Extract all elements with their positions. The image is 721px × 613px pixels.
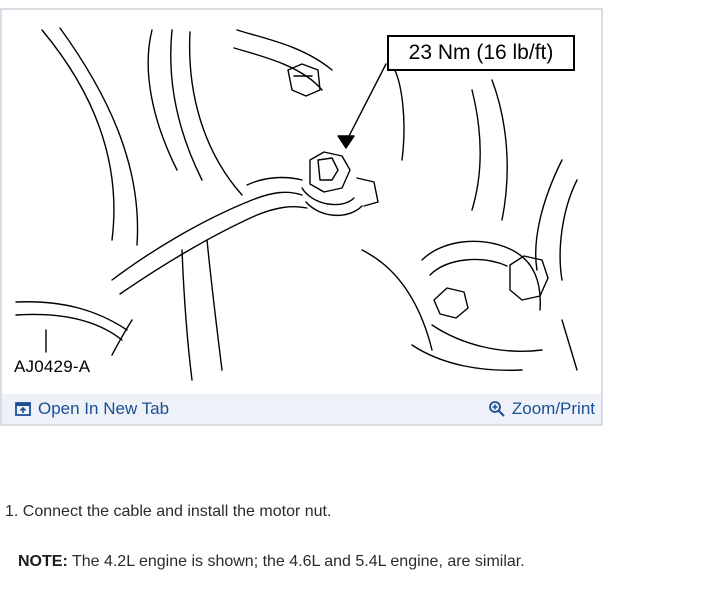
note-body: The 4.2L engine is shown; the 4.6L and 5.4L engine, are similar. [67,553,525,570]
figure-id-label: AJ0429-A [14,357,91,376]
open-new-tab-link[interactable] [14,399,169,419]
open-new-tab-icon [14,400,32,418]
figure-action-bar [2,394,601,424]
torque-spec-callout: 23 Nm (16 lb/ft) [387,35,575,71]
magnifier-plus-icon [488,400,506,418]
step-instruction: 1. Connect the cable and install the motor nut. [5,503,332,520]
zoom-print-link[interactable] [488,399,595,419]
zoom-print-label: Zoom/Print [511,399,595,418]
note-paragraph [18,553,525,571]
figure-card [0,8,603,426]
note-label: NOTE: [18,553,68,570]
open-new-tab-label: Open In New Tab [38,399,170,418]
